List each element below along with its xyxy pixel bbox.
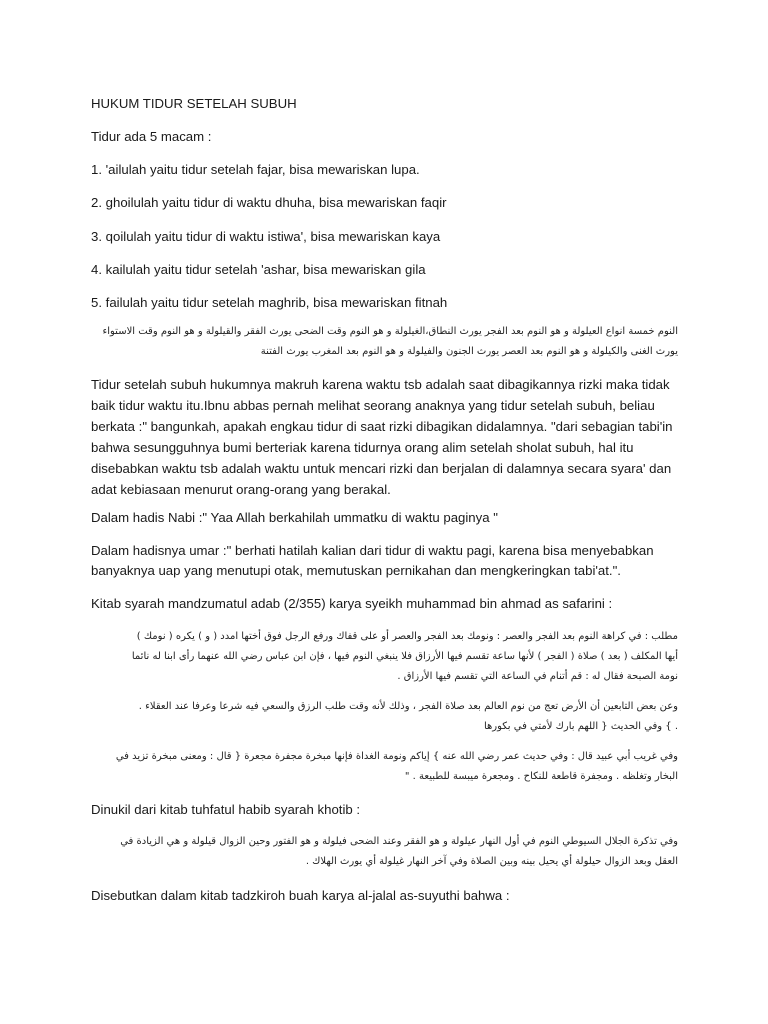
paragraph: Dinukil dari kitab tuhfatul habib syarah khotib : [91, 802, 361, 817]
paragraph: Kitab syarah mandzumatul adab (2/355) karya syeikh muhammad bin ahmad as safarini : [91, 596, 613, 611]
document-title: HUKUM TIDUR SETELAH SUBUH [91, 96, 297, 111]
arabic-line: . } وفي الحديث { اللهم بارك لأمتي في بكورها [483, 721, 678, 732]
paragraph: Tidur setelah subuh hukumnya makruh karena waktu tsb adalah saat dibagikannya rizki maka tidak baik tidur waktu itu.Ibnu abbas pernah melihat seorang anaknya yang tidur setelah subuh, beliau berkata :" bangunkah, apakah engkau tidur di saat rizki dibagikan didalamnya. "dari sebagian tabi'in bahwa sesungguhnya bumi berteriak karena tidurnya orang alim setelah sholat subuh, hal itu disebabkan waktu tsb adalah waktu untuk mencari rizki dan berjalan di dalamnya secara syara' dan adat kebiasaan menurut orang-orang yang berakal. [91, 377, 673, 497]
paragraph: Dalam hadis Nabi :" Yaa Allah berkahilah ummatku di waktu paginya " [91, 510, 498, 525]
arabic-line: أيها المكلف ( بعد ) صلاة ( الفجر ) لأنها ساعة تقسم فيها الأرزاق فلا ينبغي النوم فيها ، فإن ابن عباس رضي الله عنهما رأى ابنا له نائما [131, 651, 678, 662]
intro-text: Tidur ada 5 macam : [91, 129, 212, 144]
arabic-line: نومة الصبحة فقال له : قم أتنام في الساعة التي تقسم فيها الأرزاق . [397, 671, 678, 682]
arabic-line: يورث الغنى والكيلولة و هو النوم بعد العصر يورث الجنون والفيلولة و هو النوم بعد المغرب يورث الفتنة [260, 346, 678, 357]
list-item: 5. failulah yaitu tidur setelah maghrib, bisa mewariskan fitnah [91, 295, 448, 310]
list-item: 1. 'ailulah yaitu tidur setelah fajar, bisa mewariskan lupa. [91, 162, 420, 177]
arabic-line: وعن بعض التابعين أن الأرض تعج من نوم العالم بعد صلاة الفجر ، وذلك لأنه وقت طلب الرزق والسعي فيه شرعا وعرفا عند العقلاء . [138, 701, 678, 712]
arabic-line: وفي غريب أبي عبيد قال : وفي حديث عمر رضي الله عنه } إياكم ونومة الغداة فإنها مبخرة مجفرة مجعرة { قال : ومعنى مبخرة تزيد في [115, 751, 678, 762]
arabic-line: مطلب : في كراهة النوم بعد الفجر والعصر : ونومك بعد الفجر والعصر أو على قفاك ورفع الرجل فوق أختها امدد ( و ) يكره ( نومك ) [136, 631, 678, 642]
arabic-line: وفي تذكرة الجلال السيوطي النوم في أول النهار عيلولة و هو الفقر وعند الضحى فيلولة و هو الفتور وحين الزوال قيلولة و هي الزيادة في [120, 836, 678, 847]
arabic-line: النوم خمسة انواع العيلولة و هو النوم بعد الفجر يورث النطاق،الغيلولة و هو النوم وقت الضحى يورث الفقر والقيلولة و هو النوم وقت الاستواء [102, 326, 678, 337]
arabic-line: العقل وبعد الزوال حيلولة أي يحيل بينه وبين الصلاة وفي آخر النهار غيلولة أي يورث الهلاك . [305, 856, 678, 867]
paragraph: Dalam hadisnya umar :" berhati hatilah kalian dari tidur di waktu pagi, karena bisa menyebabkan banyaknya uap yang menutupi otak, memutuskan pernikahan dan mengkeringkan tabi'at.". [91, 543, 654, 578]
arabic-line: البخار وتغلظه . ومجفرة قاطعة للنكاح . ومجعرة ميبسة للطبيعة . " [404, 771, 678, 782]
paragraph: Disebutkan dalam kitab tadzkiroh buah karya al-jalal as-suyuthi bahwa : [91, 888, 510, 903]
list-item: 4. kailulah yaitu tidur setelah 'ashar, bisa mewariskan gila [91, 262, 426, 277]
list-item: 3. qoilulah yaitu tidur di waktu istiwa', bisa mewariskan kaya [91, 229, 441, 244]
list-item: 2. ghoilulah yaitu tidur di waktu dhuha, bisa mewariskan faqir [91, 195, 447, 210]
